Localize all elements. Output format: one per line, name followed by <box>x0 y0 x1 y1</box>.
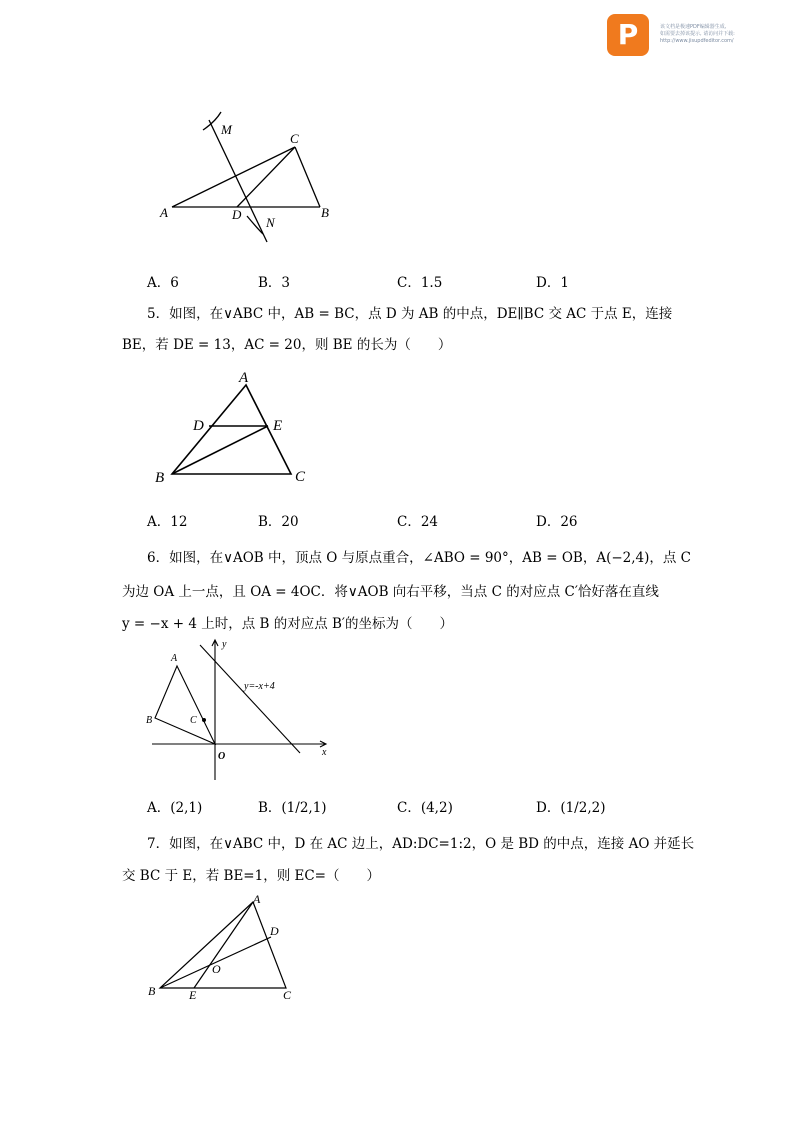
q4-label-b: B <box>321 205 329 220</box>
q4-option-c: C．1.5 <box>397 275 443 291</box>
q4-label-a: A <box>160 205 168 220</box>
q5-option-b: B．20 <box>258 514 299 530</box>
q5-label-e: E <box>273 418 283 434</box>
q7-label-o: O <box>212 962 221 976</box>
watermark-line1: 该文档是极速PDF编辑器生成, <box>660 24 727 30</box>
q5-line2: BE，若 DE = 13，AC = 20，则 BE 的长为（ ） <box>122 337 452 353</box>
q6-label-y: y <box>222 639 227 650</box>
q4-label-d: D <box>232 207 242 222</box>
q6-option-b: B．(1/2,1) <box>258 800 327 816</box>
q6-option-d: D．(1/2,2) <box>536 800 606 816</box>
q7-line1: 7．如图，在∨ABC 中，D 在 AC 边上，AD:DC=1:2，O 是 BD 的中点，连接 AO 并延长 <box>147 836 695 852</box>
q4-option-d: D．1 <box>536 275 569 291</box>
q6-label-b: B <box>146 715 153 726</box>
q6-line3: y = −x + 4 上时，点 B 的对应点 B′的坐标为（ ） <box>122 616 453 632</box>
q5-option-a: A．12 <box>147 514 188 530</box>
q4-label-c: C <box>290 131 299 146</box>
q4-figure <box>155 110 345 250</box>
q7-label-c: C <box>283 988 292 1002</box>
q6-label-c: C <box>190 715 197 726</box>
q6-line2: 为边 OA 上一点，且 OA = 4OC．将∨AOB 向右平移，当点 C 的对应点 C′恰好落在直线 <box>122 584 659 600</box>
q6-figure <box>140 633 340 783</box>
q7-label-d: D <box>270 924 279 938</box>
q6-option-c: C．(4,2) <box>397 800 453 816</box>
q6-label-o: O <box>218 751 226 762</box>
q4-label-m: M <box>221 122 232 137</box>
q4-label-n: N <box>266 215 275 230</box>
q5-option-c: C．24 <box>397 514 439 530</box>
watermark-logo <box>607 14 649 56</box>
watermark-line2: 如需要去掉该提示, 请访问并下载: <box>660 31 735 37</box>
q5-label-d: D <box>193 418 204 434</box>
q7-label-e: E <box>189 988 197 1002</box>
q5-line1: 5．如图，在∨ABC 中，AB = BC，点 D 为 AB 的中点，DE∥BC 交 AC 于点 E，连接 <box>147 306 673 322</box>
q5-option-d: D．26 <box>536 514 578 530</box>
logo-letter: P <box>617 18 639 51</box>
q4-option-a: A．6 <box>147 275 179 291</box>
q5-figure <box>150 368 320 493</box>
watermark-line3: http://www.jisupdfeditor.com/ <box>660 38 734 44</box>
q6-label-line: y=-x+4 <box>244 681 275 692</box>
q5-label-b: B <box>155 470 165 486</box>
watermark-text <box>660 24 735 45</box>
q5-label-a: A <box>239 370 249 386</box>
q7-label-a: A <box>253 892 261 906</box>
q6-label-a: A <box>171 653 178 664</box>
q6-line1: 6．如图，在∨AOB 中，顶点 O 与原点重合，∠ABO = 90°，AB = OB，A(−2,4)，点 C <box>147 550 692 566</box>
q7-label-b: B <box>148 984 156 998</box>
q7-figure <box>140 890 310 1005</box>
q7-line2: 交 BC 于 E，若 BE=1，则 EC=（ ） <box>122 868 380 884</box>
q4-option-b: B．3 <box>258 275 291 291</box>
q5-label-c: C <box>295 469 306 485</box>
q6-label-x: x <box>322 747 327 758</box>
q6-option-a: A．(2,1) <box>147 800 203 816</box>
q6-point-c <box>202 718 206 722</box>
